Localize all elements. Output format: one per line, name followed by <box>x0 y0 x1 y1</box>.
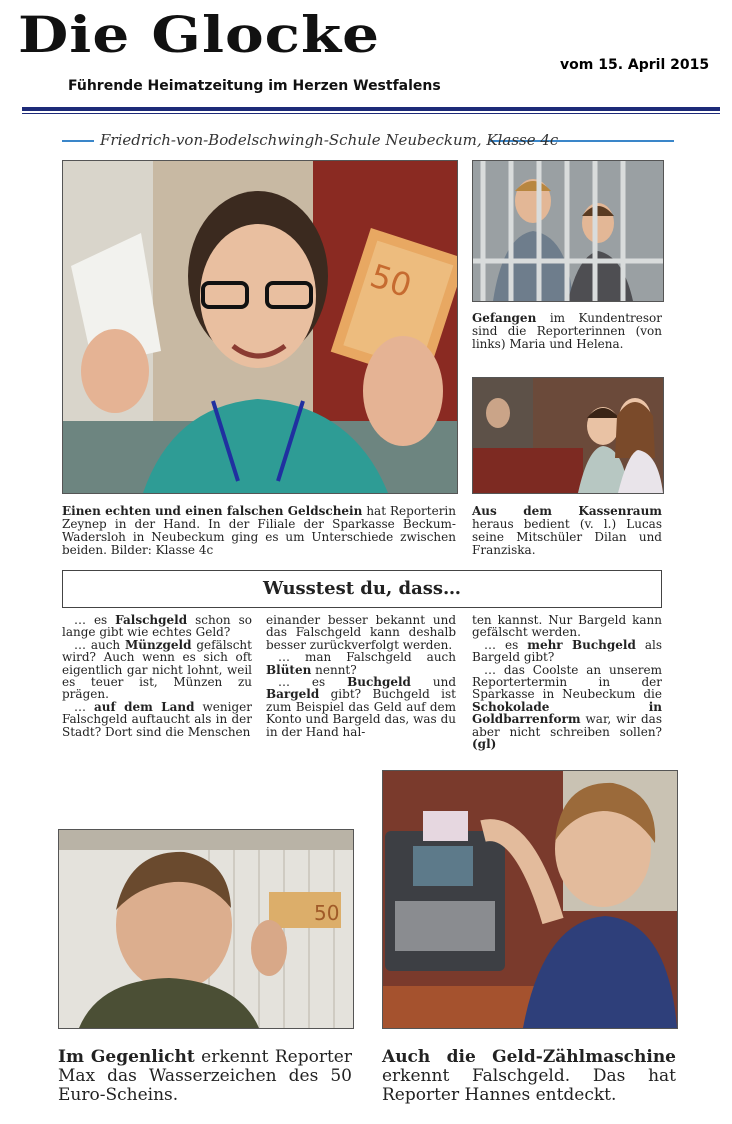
column-2 <box>266 614 456 738</box>
paragraph: einander besser bekannt und das Falschgeld kann deshalb besser zurückverfolgt werden. <box>266 613 456 652</box>
paragraph: … das Coolste an unserem Reportertermin in der Sparkasse in Neubeckum die Schokolade in Goldbarrenform war, wir das aber nicht schreiben sollen? (gl) <box>472 662 662 752</box>
header-rule <box>22 107 720 111</box>
caption-hannes: Auch die Geld-Zählmaschine erkennt Falschgeld. Das hat Reporter Hannes entdeckt. <box>382 1047 676 1105</box>
paragraph: … man Falschgeld auch Blüten nennt? <box>266 650 456 677</box>
caption-zeynep: Einen echten und einen falschen Geldschein hat Reporterin Zeynep in der Hand. In der Filiale der Sparkasse Beckum-Wadersloh in Neubeckum ging es um Unterschiede zwischen beiden. Bilder: Klasse 4c <box>62 504 457 557</box>
photo-max <box>58 829 354 1029</box>
masthead-logo: Die Glocke <box>18 6 381 65</box>
info-box-title: Wusstest du, dass… <box>262 578 462 599</box>
header-rule-thin <box>22 113 720 114</box>
school-line: Friedrich-von-Bodelschwingh-Schule Neubeckum, Klasse 4c <box>100 131 559 149</box>
column-1 <box>62 614 252 738</box>
photo-hannes <box>382 770 678 1029</box>
tagline: Führende Heimatzeitung im Herzen Westfalens <box>68 78 441 94</box>
svg-text:50: 50 <box>314 901 340 925</box>
paragraph: … auf dem Land weniger Falschgeld auftaucht als in der Stadt? Dort sind die Menschen <box>62 699 252 739</box>
paragraph: … es Buchgeld und Bargeld gibt? Buchgeld ist zum Beispiel das Geld auf dem Konto und Bargeld das, was du in der Hand hal- <box>266 675 456 739</box>
photo-kassenraum <box>472 377 664 494</box>
paragraph: … auch Münzgeld gefälscht wird? Auch wenn es sich oft eigentlich gar nicht lohnt, weil es teuer ist, Münzen zu prägen. <box>62 637 252 702</box>
svg-text:50: 50 <box>365 256 417 306</box>
photo-kundentresor <box>472 160 664 302</box>
caption-max: Im Gegenlicht erkennt Reporter Max das Wasserzeichen des 50 Euro-Scheins. <box>58 1047 352 1105</box>
caption-kassenraum: Aus dem Kassenraum heraus bedient (v. l.) Lucas seine Mitschüler Dilan und Franziska. <box>472 504 662 557</box>
paragraph: … es mehr Buchgeld als Bargeld gibt? <box>472 637 662 665</box>
column-3 <box>472 614 662 750</box>
caption-kundentresor: Gefangen im Kundentresor sind die Reporterinnen (von links) Maria und Helena. <box>472 311 662 351</box>
issue-date: vom 15. April 2015 <box>560 57 710 73</box>
paragraph: ten kannst. Nur Bargeld kann gefälscht werden. <box>472 613 662 640</box>
photo-zeynep <box>62 160 458 494</box>
paragraph: … es Falschgeld schon so lange gibt wie echtes Geld? <box>62 613 252 640</box>
